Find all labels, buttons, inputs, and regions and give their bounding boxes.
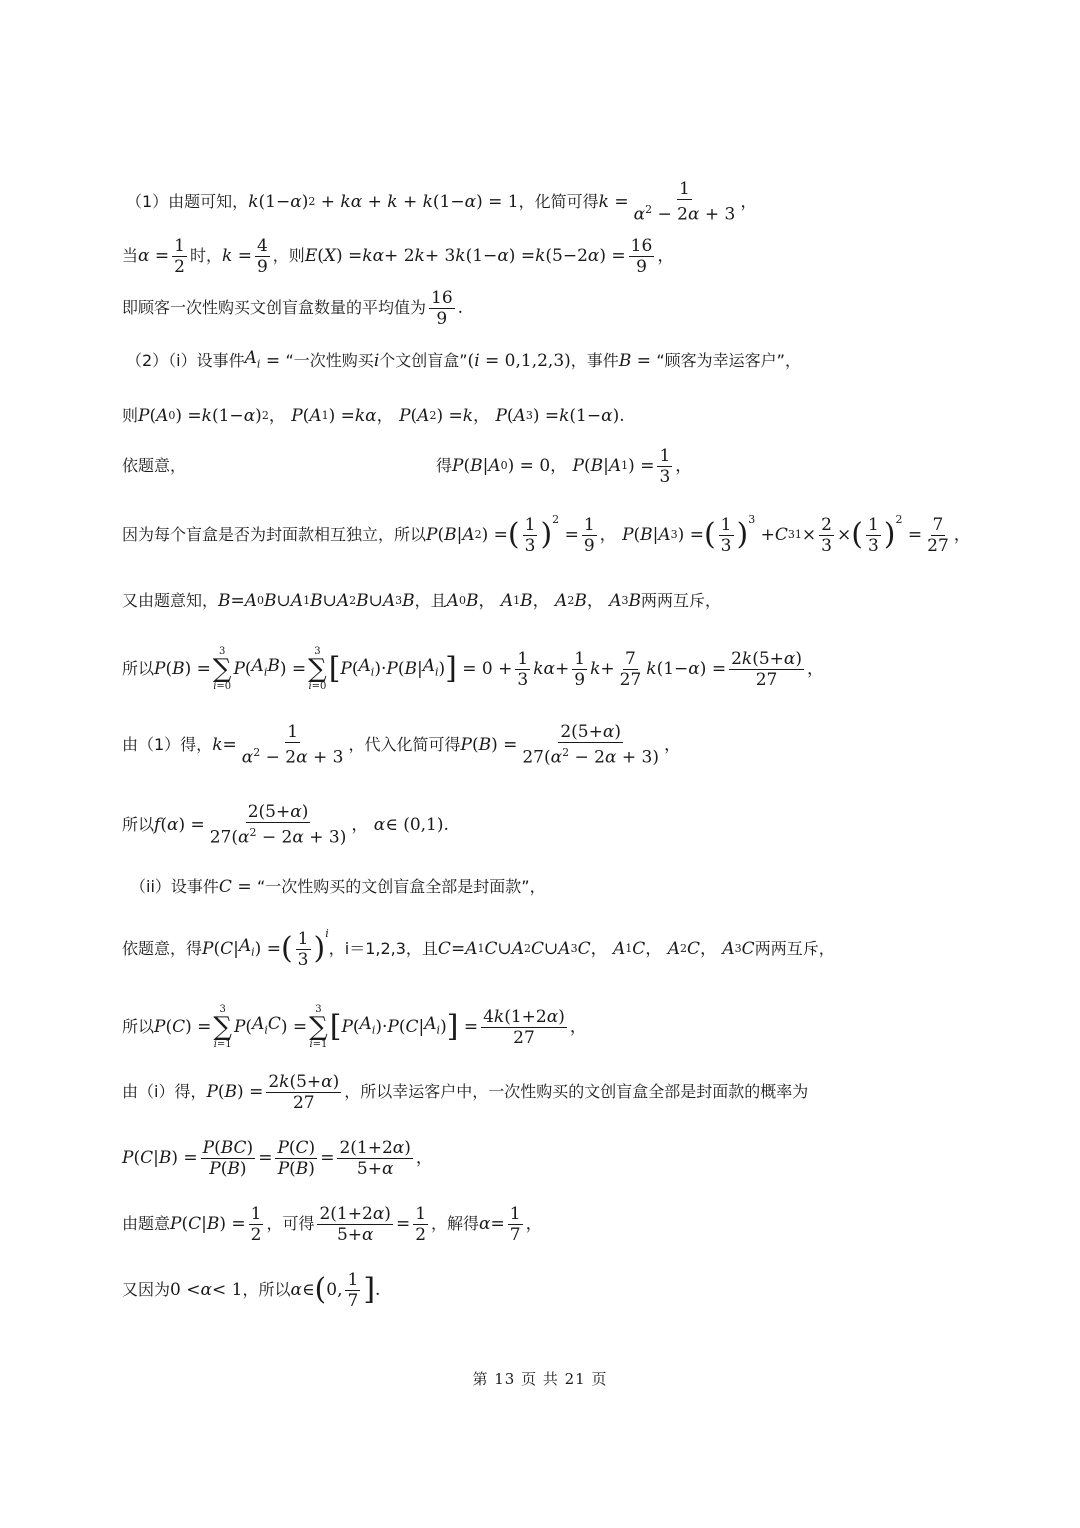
- line-mean: 即顾客一次性购买文创盲盒数量的平均值为 16 9 .: [122, 287, 464, 329]
- line-union-b: 又由题意知， B = A 0 B ∪ A 1 B ∪ A 2 B ∪ A 3 B ，且 A 0 B ， A 1 B ， A 2 B ， A 3 B 两两互斥，: [122, 591, 722, 611]
- mutually-c: 两两互斥，: [754, 939, 835, 958]
- event-a-text: “一次性购买: [285, 351, 374, 370]
- mean-text: 即顾客一次性购买文创盲盒数量的平均值为: [122, 298, 427, 317]
- so-alpha-text: ，所以: [242, 1280, 291, 1299]
- line-sum-pb: 所以 P ( B ) = 3 ∑ i=0 P ( $A_iB$ ) = 3 ∑ i=0 [ P ( $A_i$ )· P ( B | $A_i$ ) ] = 0 + 1 3 kα + 1 9 k + 7 27 k (1− α ) = 2k(5+α) 27 ，: [122, 646, 825, 692]
- line-part1-equation: （1）由题可知， k (1− α ) 2 + kα + k + k (1− α ) = 1 ，化简可得 k = 1 $\alpha^2 - 2\alpha + 3$ ，: [126, 179, 758, 225]
- line-range: 又因为 0 < α < 1 ，所以 α ∈ ( 0, 1 7 ] .: [122, 1269, 381, 1311]
- from1-text: 由（1）得，: [122, 735, 213, 754]
- also-text: 又由题意知，: [122, 591, 219, 610]
- get-label: 得: [436, 456, 453, 475]
- page-footer: 第 13 页 共 21 页: [472, 1370, 608, 1388]
- line-event-c: （ii）设事件 C = “一次性购买的文创盲盒全部是封面款”，: [130, 877, 546, 897]
- then-label-2: 则: [122, 406, 139, 425]
- part2-intro: （2）（i）设事件: [126, 351, 245, 370]
- mutually-text: 两两互斥，: [641, 591, 722, 610]
- line-sum-pc: 所以 P ( C ) = 3 ∑ i=1 P ( $A_iC$ ) = 3 ∑ i=1 [ P ( $A_i$ )· P ( C | $A_i$ ) ] = 4k(1+2α) 27 ，: [122, 1004, 587, 1050]
- time-label: 时，: [189, 246, 222, 265]
- line-solve: 由题意 P ( C | B ) = 1 2 ，可得 2(1+2α) 5+α = 1 2 ，解得 α = 1 7 ，: [122, 1203, 543, 1245]
- line-lucky-prob: 由（i）得， P ( B ) = 2k(5+α) 27 ，所以幸运客户中，一次性购买的文创盲盒全部是封面款的概率为: [122, 1071, 809, 1113]
- event-b-text: “顾客为幸运客户”，: [656, 351, 801, 370]
- line-substitute: 由（1）得， k = 1 $\alpha^2 - 2\alpha + 3$ ，代入化简可得 P ( B ) = 2(5+α) $27(\alpha^2 - 2\alpha + 3)$ ，: [122, 722, 681, 768]
- by-meaning-2: 由题意: [122, 1214, 171, 1233]
- part1-intro: （1）由题可知，: [126, 192, 249, 211]
- from-i-text: 由（i）得，: [122, 1082, 207, 1101]
- line-conditional-c: 依题意，得 P ( C | $A_i$ ) = ( 1 3 ) $^i$ ，i＝1,2,3，且 C = A 1 C ∪ A 2 C ∪ A 3 C ， A 1 C ， A 2 C ， A 3 C 两两互斥，: [122, 927, 835, 970]
- line-part2-events: （2）（i）设事件 $A_i$ = “一次性购买 i 个文创盲盒” ( i = 0,1,2,3) ，事件 B = “顾客为幸运客户”，: [126, 347, 801, 371]
- so-f-text: 所以: [122, 815, 155, 834]
- event-a-text2: 个文创盲盒”: [379, 351, 468, 370]
- line-conditional-1: 依题意， 得 P ( B | A 0 ) = 0， P ( B | A 1 ) = 1 3 ，: [122, 445, 693, 487]
- line-f-alpha: 所以 f ( α ) = 2(5+α) $27(\alpha^2 - 2\alpha + 3)$ ， α ∈ (0,1).: [122, 802, 449, 848]
- i-values: ，i＝1,2,3，且: [328, 939, 438, 958]
- by-meaning-c: 依题意，得: [122, 939, 203, 958]
- can-get-text: ，可得: [266, 1214, 315, 1233]
- when-label: 当: [122, 246, 139, 265]
- event-c-text: “一次性购买的文创盲盒全部是封面款”，: [256, 877, 546, 896]
- because-text-2: 又因为: [122, 1280, 171, 1299]
- so-c-text: 所以: [122, 1017, 155, 1036]
- and-text: ，且: [414, 591, 447, 610]
- line-probabilities: 则 P ( A 0 ) = k (1− α ) 2 ， P ( A 1 ) = kα ， P ( A 2 ) = k ， P ( A 3 ) = k (1− α ).: [122, 406, 625, 426]
- line-independence: 因为每个盲盒是否为封面款相互独立，所以 P ( B | A 2 ) = ( 1 3 ) $^2$ = 1 9 ， P ( B | A 3 ) = ( 1 3 ) $^3$ + C 3 1 × 2 3 × ( 1 3 ) $^2$ = 7 27 ，: [122, 513, 971, 556]
- so-text: 所以: [122, 659, 155, 678]
- because-text: 因为每个盲盒是否为封面款相互独立，所以: [122, 525, 427, 544]
- substitute-text: ，代入化简可得: [348, 735, 461, 754]
- by-meaning: 依题意，: [122, 456, 187, 475]
- part1-simplify: ，化简可得: [518, 192, 599, 211]
- line-expectation: 当 α = 1 2 时， k = 4 9 ，则 E ( X ) = kα + 2 k + 3 k (1− α ) = k (5−2 α ) = 16 9 ，: [122, 235, 675, 277]
- part3-intro: （ii）设事件: [130, 877, 219, 896]
- event-b-label: ，事件: [570, 351, 619, 370]
- then-label: ，则: [272, 246, 305, 265]
- line-pcb: P ( C | B ) = P(BC) P(B) = P(C) P(B) = 2(1+2α) 5+α ，: [122, 1137, 433, 1179]
- solve-text: ，解得: [431, 1214, 480, 1233]
- lucky-text: ，所以幸运客户中，一次性购买的文创盲盒全部是封面款的概率为: [344, 1082, 809, 1101]
